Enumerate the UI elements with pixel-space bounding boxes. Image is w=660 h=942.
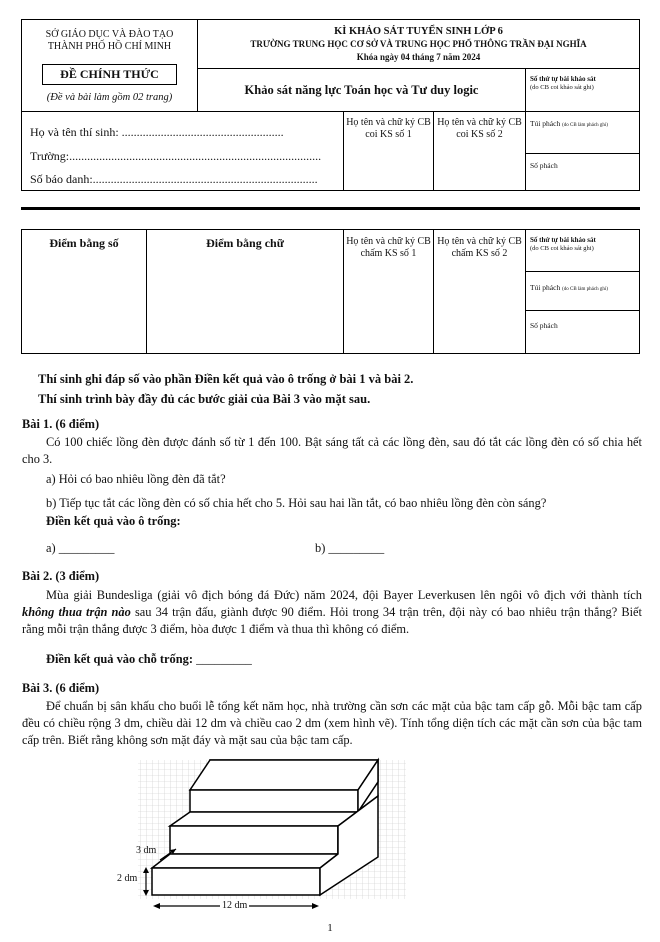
candidate-id-field[interactable]: Số báo danh:........................................................................... <box>30 172 318 186</box>
fig-width-label: 3 dm <box>136 845 157 856</box>
bai1-title: Bài 1. (6 điểm) <box>22 417 100 431</box>
exam-title: KÌ KHẢO SÁT TUYỂN SINH LỚP 6 <box>334 26 503 37</box>
bai2-text-after: sau 34 trận đấu, giành được 90 điểm. Hỏi trong 34 trận trên, đội này có bao nhiêu trận thắng? Biết rằng mỗi trận thắng được 3 điểm, hòa được 1 điểm và thua thì không có điểm. <box>22 605 642 636</box>
score-words-label: Điểm bằng chữ <box>206 236 284 250</box>
fig-height-label: 2 dm <box>117 873 138 884</box>
bai1-answer-b[interactable]: b) _________ <box>315 541 385 555</box>
score-pouch-note: (do CB làm phách ghi) <box>562 287 608 292</box>
score-seq-note: (do CB coi khảo sát ghi) <box>530 245 594 252</box>
department-line1: SỞ GIÁO DỤC VÀ ĐÀO TẠO <box>45 29 174 40</box>
bai2-text <box>22 587 642 638</box>
bai2-fill-label <box>46 652 252 667</box>
bai1-text: Có 100 chiếc lồng đèn được đánh số từ 1 đến 100. Bật sáng tất cả các lồng đèn, sau đó tắt các lồng đèn có số chia hết cho 3. <box>22 435 642 466</box>
score-seq-label: Số thứ tự bài khảo sát <box>530 236 596 244</box>
stairs-figure <box>110 757 410 913</box>
bai2-text-emphasis: không thua trận nào <box>22 605 131 619</box>
grader1-label: Họ tên và chữ ký CB chấm KS số 1 <box>346 236 431 259</box>
bai2-answer-blank[interactable]: _________ <box>196 652 252 666</box>
seq-label: Số thứ tự bài khảo sát <box>530 75 596 83</box>
length-arrow-left <box>153 903 160 909</box>
bai2-text-before: Mùa giải Bundesliga (giải vô địch bóng đá Đức) năm 2024, đội Bayer Leverkusen lên ngôi vô địch với thành tích <box>46 588 642 602</box>
page-number: 1 <box>327 922 333 934</box>
proctor2-label: Họ tên và chữ ký CB coi KS số 2 <box>437 117 522 140</box>
grader2-label: Họ tên và chữ ký CB chấm KS số 2 <box>437 236 522 259</box>
exam-date: Khóa ngày 04 tháng 7 năm 2024 <box>356 52 481 62</box>
fig-length-label: 12 dm <box>222 900 248 911</box>
candidate-name-field[interactable]: Họ và tên thí sinh: ...................................................... <box>30 125 284 139</box>
seq-note: (do CB coi khảo sát ghi) <box>530 84 594 91</box>
code-label: Số phách <box>530 161 558 170</box>
pouch-label <box>530 119 608 128</box>
bai3-title: Bài 3. (6 điểm) <box>22 681 100 695</box>
score-pouch-label <box>530 283 608 292</box>
pouch-label-text: Túi phách <box>530 119 561 128</box>
bai2-title: Bài 2. (3 điểm) <box>22 569 100 583</box>
score-pouch-label-text: Túi phách <box>530 283 561 292</box>
subject-title: Khảo sát năng lực Toán học và Tư duy logic <box>244 83 479 97</box>
department-name <box>22 29 197 53</box>
bai1-question-a: a) Hỏi có bao nhiêu lồng đèn đã tắt? <box>46 472 226 486</box>
bai1-question-b: b) Tiếp tục tắt các lồng đèn có số chia hết cho 5. Hỏi sau hai lần tắt, có bao nhiêu lồng đèn còn sáng? <box>46 496 547 510</box>
instruction-line2: Thí sinh trình bày đầy đủ các bước giải của Bài 3 vào mặt sau. <box>38 392 371 406</box>
bai1-fill-label: Điền kết quả vào ô trống: <box>46 514 181 528</box>
bai1-answer-a[interactable]: a) _________ <box>46 541 115 555</box>
separator-bar <box>21 207 640 210</box>
bai3-text: Để chuẩn bị sân khấu cho buổi lễ tổng kết năm học, nhà trường cần sơn các mặt của bậc tam cấp gỗ. Mỗi bậc tam cấp đều có chiều rộng 3 dm, chiều dài 12 dm và chiều cao 2 dm (xem hình vẽ). Tính tổng diện tích các mặt cần sơn của bậc tam cấp trên. Biết rằng không sơn mặt đáy và mặt sau của bậc tam cấp. <box>22 699 642 747</box>
score-number-label: Điểm bằng số <box>49 236 119 250</box>
proctor1-label: Họ tên và chữ ký CB coi KS số 1 <box>346 117 431 140</box>
instruction-line1: Thí sinh ghi đáp số vào phần Điền kết quả vào ô trống ở bài 1 và bài 2. <box>38 372 414 386</box>
pouch-note: (do CB làm phách ghi) <box>562 123 608 128</box>
school-name: TRƯỜNG TRUNG HỌC CƠ SỞ VÀ TRUNG HỌC PHỔ THÔNG TRẦN ĐẠI NGHĨA <box>250 39 587 49</box>
bai2-fill-label-text: Điền kết quả vào chỗ trống: <box>46 652 193 666</box>
candidate-school-field[interactable]: Trường:.................................................................................... <box>30 149 322 163</box>
score-code-label: Số phách <box>530 321 558 330</box>
official-label: ĐỀ CHÍNH THỨC <box>42 64 177 85</box>
department-line2: THÀNH PHỐ HỒ CHÍ MINH <box>47 41 172 52</box>
length-arrow-right <box>312 903 319 909</box>
pages-note: (Đề và bài làm gồm 02 trang) <box>46 92 173 103</box>
